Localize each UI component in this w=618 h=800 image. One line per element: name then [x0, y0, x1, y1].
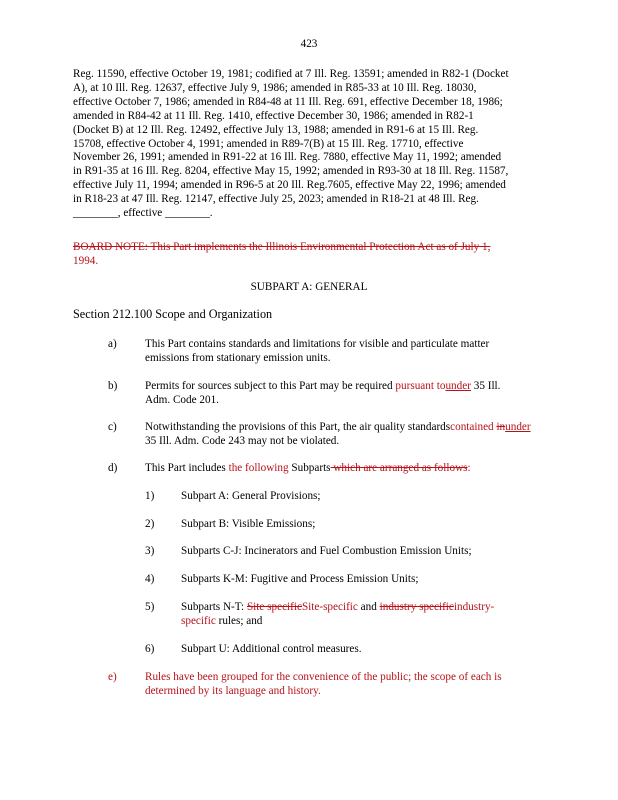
subitem-label: 2) [145, 518, 155, 530]
history-line: 15708, effective October 4, 1991; amended in R89-7(B) at 15 Ill. Reg. 17710, effective [73, 137, 464, 150]
item-c-del1: in [496, 421, 506, 433]
subitem-text: Subpart A: General Provisions; [181, 490, 321, 502]
subitem-5-mid: and [357, 601, 380, 613]
item-b-ins1: pursuant to [395, 380, 446, 392]
item-text [145, 380, 535, 408]
history-line: (Docket B) at 12 Ill. Reg. 12492, effective July 13, 1988; amended in R91-6 at 15 Ill. Reg. [73, 123, 479, 136]
subitem-text: Subparts K-M: Fugitive and Process Emission Units; [181, 573, 419, 585]
subitem-5-del2: industry specific [379, 601, 454, 613]
item-a-line2: emissions from stationary emission units. [145, 351, 331, 364]
subitem-label: 6) [145, 643, 155, 655]
subpart-heading: SUBPART A: GENERAL [250, 281, 368, 293]
subitem-5-ins3: specific [181, 614, 216, 627]
item-c-pre: Notwithstanding the provisions of this Part, the air quality standards [145, 421, 451, 433]
subitem-label: 3) [145, 545, 155, 557]
item-d-pre: This Part includes [145, 462, 229, 474]
item-b-line2: Adm. Code 201. [145, 393, 219, 406]
history-line: November 26, 1991; amended in R91-22 at 16 Ill. Reg. 7880, effective May 11, 1992; amended [73, 151, 502, 164]
subitem-5-pre: Subparts N-T: [181, 601, 247, 613]
item-d-ins1: the following [228, 462, 289, 474]
item-label: c) [108, 421, 117, 433]
item-b-post: 35 Ill. [470, 380, 501, 392]
subitem-text: Subpart U: Additional control measures. [181, 643, 362, 655]
history-line: A), at 10 Ill. Reg. 12637, effective July 9, 1986; amended in R85-33 at 10 Ill. Reg. 18030, [73, 81, 477, 94]
history-line: Reg. 11590, effective October 19, 1981; codified at 7 Ill. Reg. 13591; amended in R82-1 (Docket [73, 68, 509, 80]
subitem-5-del1: Site specific [246, 601, 302, 613]
history-line: effective October 7, 1986; amended in R84-48 at 11 Ill. Reg. 691, effective December 18, 1986; [73, 95, 503, 108]
item-text [145, 462, 535, 476]
item-label: b) [108, 380, 118, 392]
item-c-post: 35 Ill. Adm. Code 243 may not be violated. [145, 434, 340, 447]
history-line: ________, effective ________. [73, 207, 213, 220]
section-heading: Section 212.100 Scope and Organization [73, 307, 273, 321]
item-d-del1: which are arranged as follows [330, 462, 468, 474]
subitem-5-post: rules; and [215, 614, 263, 627]
item-b-pre: Permits for sources subject to this Part may be required [145, 380, 396, 392]
history-line: amended in R84-42 at 11 Ill. Reg. 1410, effective December 30, 1986; amended in R82-1 [73, 109, 474, 122]
history-note [73, 68, 543, 221]
item-c-ins2: under [505, 421, 531, 433]
item-e-line1: Rules have been grouped for the convenience of the public; the scope of each is [145, 671, 502, 683]
item-label: e) [108, 671, 117, 683]
history-line: effective July 11, 1994; amended in R96-5 at 20 Ill. Reg.7605, effective May 22, 1996; amended [73, 179, 506, 192]
item-b-ins2: under [445, 380, 471, 392]
item-c-ins1: contained [450, 421, 494, 433]
item-label: a) [108, 338, 117, 350]
subitem-text: Subpart B: Visible Emissions; [181, 518, 316, 530]
item-text [145, 338, 535, 366]
history-line: in R91-35 at 16 Ill. Reg. 8204, effective May 15, 1992; amended in R93-30 at 18 Ill. Reg. 11587, [73, 165, 509, 178]
board-note-tail: 1994. [73, 254, 99, 267]
subitem-label: 1) [145, 490, 155, 502]
history-line: in R18-23 at 47 Ill. Reg. 12147, effective July 25, 2023; amended in R18-21 at 48 Ill. Reg. [73, 193, 479, 206]
board-note [73, 241, 543, 269]
subitem-label: 4) [145, 573, 155, 585]
item-d-mid: Subparts [288, 462, 331, 474]
item-a-line1: This Part contains standards and limitations for visible and particulate matter [145, 338, 490, 350]
subitem-label: 5) [145, 601, 155, 613]
subitem-5-ins1: Site-specific [301, 601, 358, 613]
item-e-line2: determined by its language and history. [145, 684, 321, 697]
subitem-text [181, 601, 541, 629]
item-text [145, 421, 535, 449]
subitem-text: Subparts C-J: Incinerators and Fuel Combustion Emission Units; [181, 545, 472, 557]
item-label: d) [108, 462, 118, 474]
board-note-struck: BOARD NOTE: This Part implements the Illinois Environmental Protection Act as of July 1, [73, 241, 491, 253]
subitem-5-ins2: industry- [453, 601, 495, 613]
item-text [145, 671, 535, 699]
page-number: 423 [300, 38, 318, 50]
item-d-post: : [467, 462, 471, 474]
